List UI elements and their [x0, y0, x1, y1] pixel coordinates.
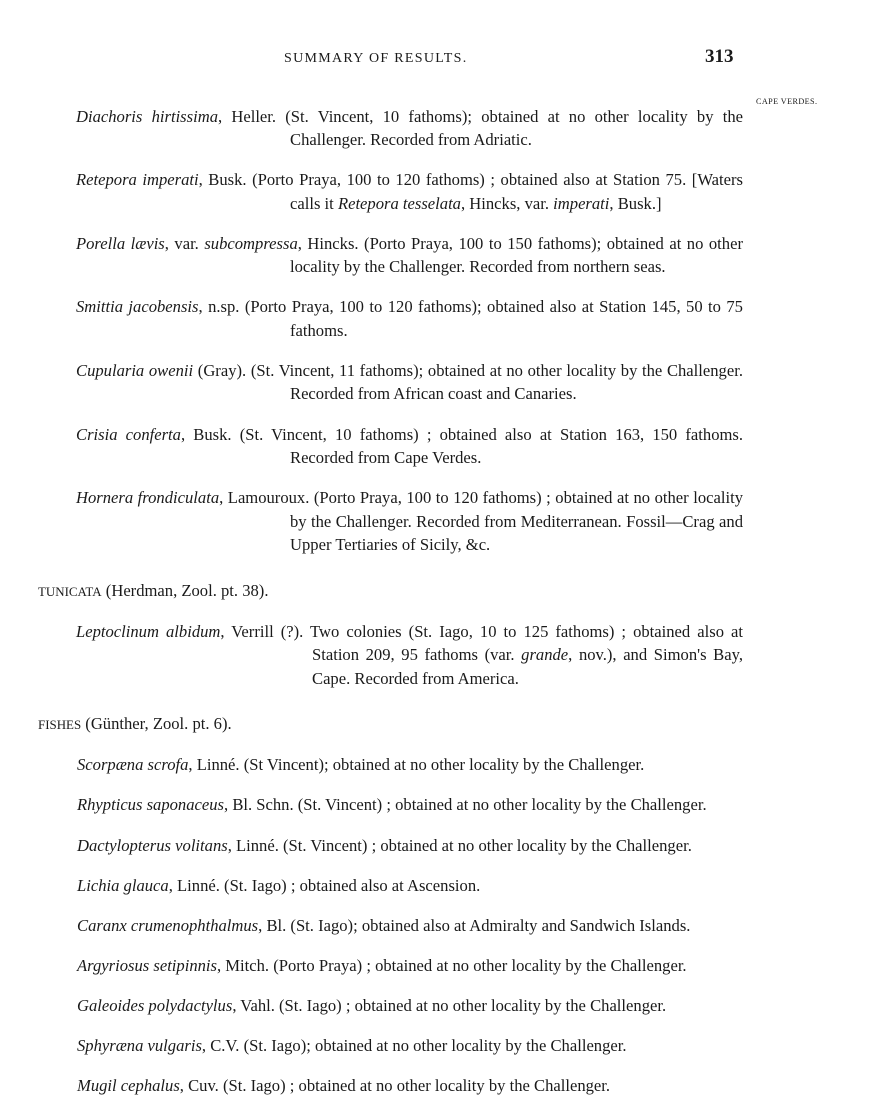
taxon-name: Argyriosus setipinnis [77, 955, 217, 975]
page-header [0, 46, 880, 72]
page-body [0, 88, 880, 1098]
taxon-name: Porella lævis [76, 233, 165, 253]
species-entry: Dactylopterus volitans, Linné. (St. Vincent) ; obtained at no other locality by the Challenger. [77, 835, 692, 855]
species-entry: Retepora imperati, Busk. (Porto Praya, 100 to 120 fathoms) ; obtained also at Station 75. [Waters calls it Retepora tesselata, Hincks, var. imperati, Busk.] [76, 170, 743, 213]
species-entry: Diachoris hirtissima, Heller. (St. Vincent, 10 fathoms); obtained at no other locality by the Challenger. Recorded from Adriatic. [76, 106, 743, 150]
running-head: SUMMARY OF RESULTS. [284, 51, 468, 66]
taxon-name: Mugil cephalus [77, 1076, 180, 1096]
taxon-name: Cupularia owenii [76, 360, 194, 380]
taxon-name: Leptoclinum albidum [76, 621, 221, 641]
species-entry: Hornera frondiculata, Lamouroux. (Porto Praya, 100 to 120 fathoms) ; obtained at no other locality by the Challenger. Recorded from Mediterranean. Fossil—Crag and Upper Tertiaries of Sicily, &c. [76, 488, 743, 555]
species-entry: Smittia jacobensis, n.sp. (Porto Praya, 100 to 120 fathoms); obtained also at Station 145, 50 to 75 fathoms. [76, 297, 743, 340]
taxon-name: Hornera frondiculata [76, 488, 220, 508]
species-entry: Cupularia owenii (Gray). (St. Vincent, 11 fathoms); obtained at no other locality by the Challenger. Recorded from African coast and Canaries. [76, 360, 743, 404]
polyzoa-list [0, 105, 880, 557]
margin-note: CAPE VERDES. [756, 97, 818, 106]
taxon-name: Diachoris hirtissima [76, 106, 218, 126]
taxon-name: Smittia jacobensis [76, 297, 199, 317]
taxon-name: Scorpæna scrofa [77, 755, 189, 775]
taxon-name: Sphyræna vulgaris [77, 1036, 202, 1055]
section-heading-fishes: FISHES (Günther, Zool. pt. 6). [38, 714, 232, 734]
taxon-name: Retepora imperati [76, 170, 199, 190]
species-entry: Leptoclinum albidum, Verrill (?). Two colonies (St. Iago, 10 to 125 fathoms) ; obtained also at Station 209, 95 fathoms (var. grande, nov.), and Simon's Bay, Cape. Recorded from America. [76, 621, 743, 688]
species-entry: Scorpæna scrofa, Linné. (St Vincent); obtained at no other locality by the Challenger. [77, 755, 645, 775]
taxon-name: Galeoides polydactylus [77, 995, 233, 1015]
species-entry: Crisia conferta, Busk. (St. Vincent, 10 fathoms) ; obtained also at Station 163, 150 fathoms. Recorded from Cape Verdes. [76, 424, 743, 468]
species-entry: Caranx crumenophthalmus, Bl. (St. Iago); obtained also at Admiralty and Sandwich Islands. [77, 915, 691, 935]
taxon-name: Lichia glauca [77, 875, 169, 895]
species-entry: Rhypticus saponaceus, Bl. Schn. (St. Vincent) ; obtained at no other locality by the Challenger. [77, 795, 707, 815]
species-entry: Sphyræna vulgaris, C.V. (St. Iago); obtained at no other locality by the Challenger. [77, 1036, 627, 1055]
species-entry: Porella lævis, var. subcompressa, Hincks. (Porto Praya, 100 to 150 fathoms); obtained at no other locality by the Challenger. Recorded from northern seas. [76, 233, 743, 277]
taxon-name: Rhypticus saponaceus [77, 795, 225, 815]
section-heading-tunicata: TUNICATA (Herdman, Zool. pt. 38). [38, 580, 269, 600]
page-number: 313 [705, 46, 734, 67]
species-entry: Lichia glauca, Linné. (St. Iago) ; obtained also at Ascension. [77, 875, 481, 895]
species-entry: Mugil cephalus, Cuv. (St. Iago) ; obtained at no other locality by the Challenger. [77, 1076, 611, 1096]
taxon-name: Caranx crumenophthalmus [77, 915, 259, 935]
species-entry: Argyriosus setipinnis, Mitch. (Porto Praya) ; obtained at no other locality by the Challenger. [77, 955, 687, 975]
taxon-name: Crisia conferta [76, 424, 181, 444]
fishes-list [0, 753, 880, 1097]
species-entry: Galeoides polydactylus, Vahl. (St. Iago) ; obtained at no other locality by the Challenger. [77, 995, 667, 1015]
taxon-name: Dactylopterus volitans [77, 835, 228, 855]
